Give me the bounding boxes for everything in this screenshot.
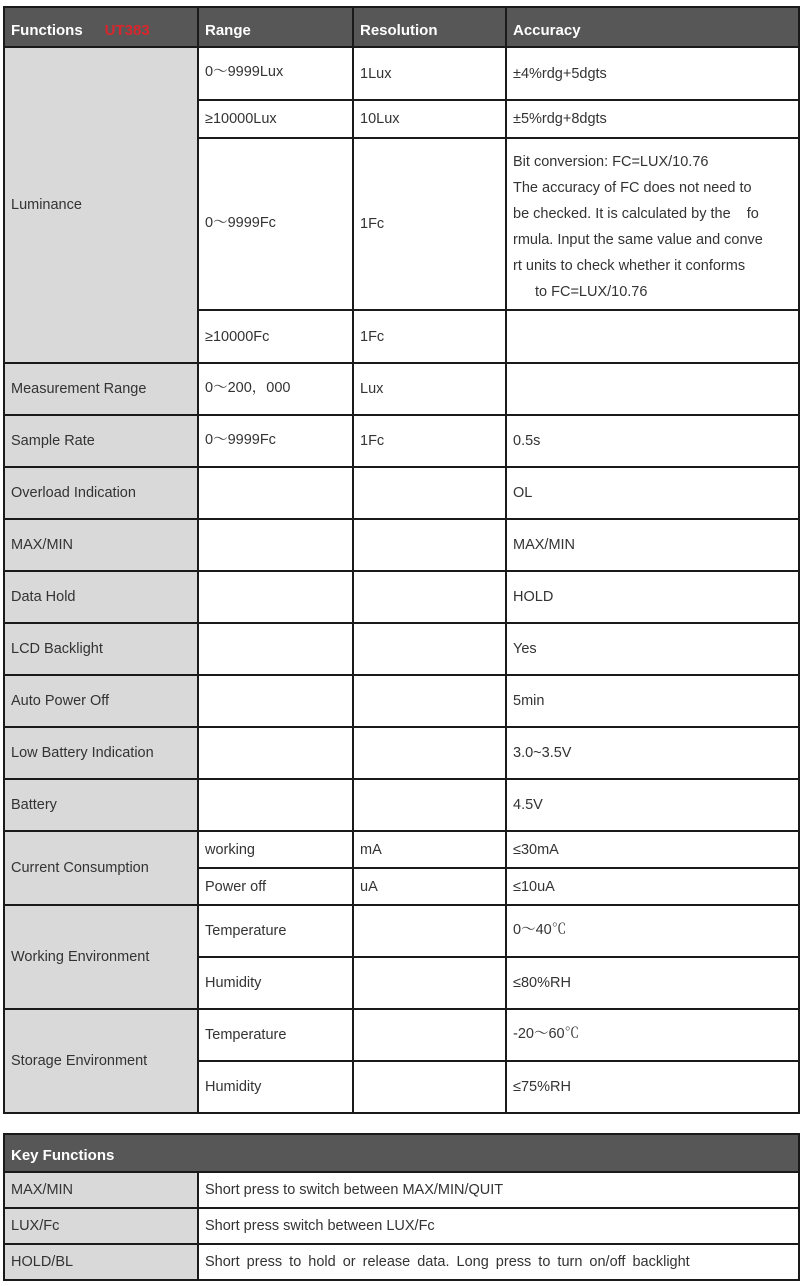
resolution-cell — [353, 1061, 506, 1113]
accuracy-cell: -20～60℃ — [506, 1009, 799, 1061]
resolution-cell: 1Fc — [353, 310, 506, 363]
resolution-cell: Lux — [353, 363, 506, 415]
resolution-cell: 1Fc — [353, 415, 506, 467]
resolution-cell — [353, 675, 506, 727]
table-row — [4, 47, 799, 100]
resolution-cell — [353, 467, 506, 519]
function-cell: Battery — [4, 779, 198, 831]
table-row — [4, 519, 799, 571]
key-functions-title: Key Functions — [4, 1134, 799, 1172]
table-row — [4, 571, 799, 623]
range-cell — [198, 571, 353, 623]
range-cell: Humidity — [198, 957, 353, 1009]
resolution-cell: 1Lux — [353, 47, 506, 100]
resolution-cell — [353, 957, 506, 1009]
accuracy-cell: ≤10uA — [506, 868, 799, 905]
range-cell — [198, 623, 353, 675]
function-working-environment: Working Environment — [4, 905, 198, 1009]
range-cell — [198, 467, 353, 519]
key-description: Short press to hold or release data. Long press to turn on/off backlight — [198, 1244, 799, 1280]
function-cell: Low Battery Indication — [4, 727, 198, 779]
resolution-cell — [353, 905, 506, 957]
note-line: to FC=LUX/10.76 — [535, 284, 648, 300]
resolution-cell: 1Fc — [353, 138, 506, 310]
key-name: HOLD/BL — [4, 1244, 198, 1280]
table-row — [4, 1009, 799, 1061]
key-row — [4, 1244, 799, 1280]
key-row — [4, 1208, 799, 1244]
table-row — [4, 467, 799, 519]
range-cell: Temperature — [198, 905, 353, 957]
note-line: Bit conversion: FC=LUX/10.76 — [513, 154, 709, 170]
key-description: Short press to switch between MAX/MIN/QUIT — [198, 1172, 799, 1208]
note-line: rmula. Input the same value and conve — [513, 232, 763, 248]
table-row — [4, 675, 799, 727]
header-functions-label: Functions — [11, 21, 83, 39]
table-row — [4, 905, 799, 957]
table-row — [4, 363, 799, 415]
accuracy-note — [506, 138, 799, 310]
accuracy-cell: Yes — [506, 623, 799, 675]
range-cell: 0～200，000 — [198, 363, 353, 415]
table-row — [4, 727, 799, 779]
range-cell: Humidity — [198, 1061, 353, 1113]
header-resolution: Resolution — [353, 7, 506, 47]
range-cell: Power off — [198, 868, 353, 905]
note-line: be checked. It is calculated by the fo — [513, 206, 759, 222]
note-line: rt units to check whether it conforms — [513, 258, 746, 274]
header-accuracy: Accuracy — [506, 7, 799, 47]
specifications-table — [3, 6, 800, 1114]
resolution-cell: uA — [353, 868, 506, 905]
header-range: Range — [198, 7, 353, 47]
range-cell — [198, 675, 353, 727]
accuracy-cell: ≤30mA — [506, 831, 799, 868]
function-cell: Sample Rate — [4, 415, 198, 467]
table-header-row — [4, 7, 799, 47]
accuracy-cell — [506, 363, 799, 415]
resolution-cell — [353, 571, 506, 623]
range-cell: working — [198, 831, 353, 868]
range-cell — [198, 779, 353, 831]
function-luminance: Luminance — [4, 47, 198, 363]
accuracy-cell: ≤80%RH — [506, 957, 799, 1009]
model-name: UT383 — [104, 21, 150, 39]
header-functions — [4, 7, 198, 47]
accuracy-cell: HOLD — [506, 571, 799, 623]
function-cell: Data Hold — [4, 571, 198, 623]
accuracy-cell: 0～40℃ — [506, 905, 799, 957]
key-description: Short press switch between LUX/Fc — [198, 1208, 799, 1244]
accuracy-cell: OL — [506, 467, 799, 519]
range-cell — [198, 727, 353, 779]
accuracy-cell: 0.5s — [506, 415, 799, 467]
accuracy-cell: 4.5V — [506, 779, 799, 831]
table-row — [4, 415, 799, 467]
function-cell: MAX/MIN — [4, 519, 198, 571]
range-cell: 0～9999Lux — [198, 47, 353, 100]
resolution-cell — [353, 519, 506, 571]
key-functions-table — [3, 1133, 800, 1281]
table-row — [4, 779, 799, 831]
function-current-consumption: Current Consumption — [4, 831, 198, 905]
accuracy-cell: ±5%rdg+8dgts — [506, 100, 799, 138]
range-cell: 0～9999Fc — [198, 138, 353, 310]
resolution-cell: 10Lux — [353, 100, 506, 138]
function-cell: Overload Indication — [4, 467, 198, 519]
range-cell: ≥10000Lux — [198, 100, 353, 138]
range-cell: ≥10000Fc — [198, 310, 353, 363]
resolution-cell — [353, 623, 506, 675]
range-cell: Temperature — [198, 1009, 353, 1061]
accuracy-cell: ±4%rdg+5dgts — [506, 47, 799, 100]
range-cell: 0～9999Fc — [198, 415, 353, 467]
note-line: The accuracy of FC does not need to — [513, 180, 752, 196]
function-cell: Measurement Range — [4, 363, 198, 415]
key-name: LUX/Fc — [4, 1208, 198, 1244]
range-cell — [198, 519, 353, 571]
function-cell: Auto Power Off — [4, 675, 198, 727]
resolution-cell — [353, 779, 506, 831]
function-cell: LCD Backlight — [4, 623, 198, 675]
accuracy-cell: 3.0~3.5V — [506, 727, 799, 779]
key-name: MAX/MIN — [4, 1172, 198, 1208]
function-storage-environment: Storage Environment — [4, 1009, 198, 1113]
key-functions-header-row — [4, 1134, 799, 1172]
accuracy-cell: ≤75%RH — [506, 1061, 799, 1113]
table-row — [4, 831, 799, 868]
table-row — [4, 623, 799, 675]
accuracy-cell: MAX/MIN — [506, 519, 799, 571]
resolution-cell: mA — [353, 831, 506, 868]
accuracy-cell: 5min — [506, 675, 799, 727]
accuracy-cell — [506, 310, 799, 363]
resolution-cell — [353, 1009, 506, 1061]
key-row — [4, 1172, 799, 1208]
resolution-cell — [353, 727, 506, 779]
